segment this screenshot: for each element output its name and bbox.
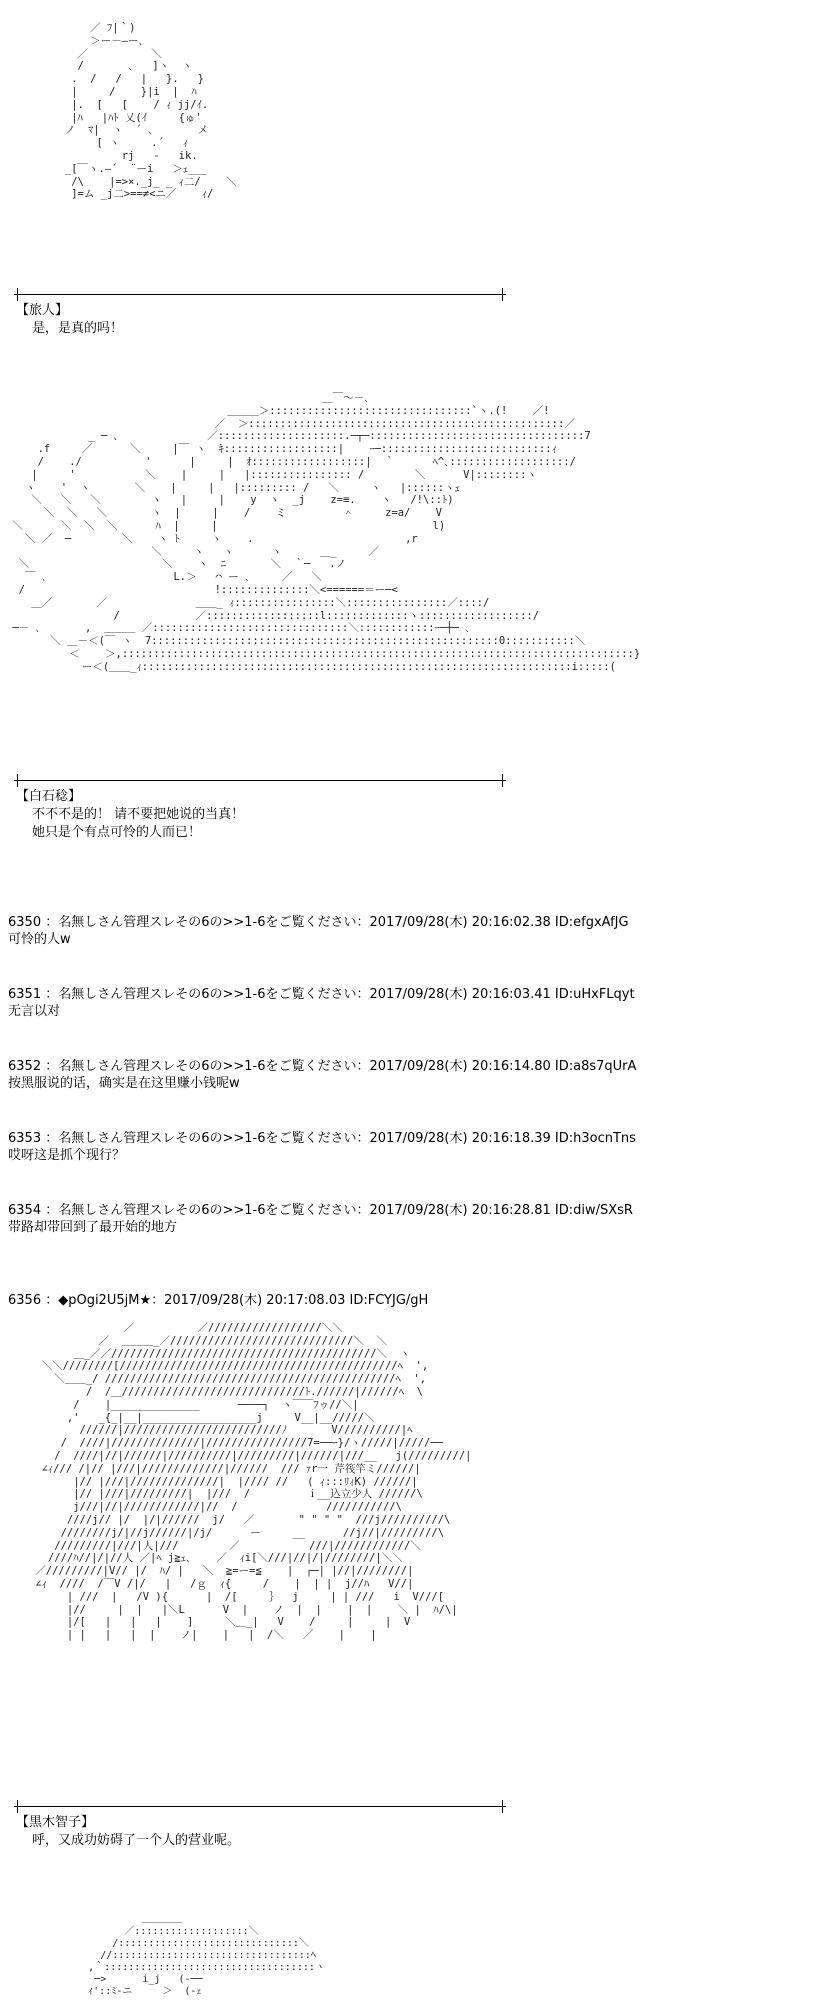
speaker-name: 【黒木智子】 (16, 1815, 95, 1830)
reply-post (8, 1058, 808, 1092)
post-header: 6350 ：名無しさん管理スレその6の>>1-6をご覧ください：2017/09/28(木) 20:16:02.38 ID:efgxAfJG (8, 915, 629, 930)
speaker-name: 【旅人】 (16, 303, 69, 318)
reply-post (8, 986, 808, 1020)
divider-cap-left (17, 288, 18, 301)
post-body: 按黑服说的话，确实是在这里赚小钱呢w (8, 1076, 240, 1091)
speech-line: 呼，又成功妨碍了一个人的营业呢。 (32, 1833, 241, 1848)
divider-cap-right (502, 288, 503, 301)
divider-cap-right (502, 774, 503, 787)
divider-cap-left (17, 774, 18, 787)
ascii-art-shiraishi: ＿￣～－､ ＿＿＿＞::::::::::::::::::::::::::::::::`ヽ.(! ／! ／ ＞::::::::::::::::::::::::::::::::::::::::::::::::::／ _ ─ ､ ／::::::::::::::::::::.─┬─::::::::::::::::::::::::::::::::::7 .f ／ ＼ |￣ ヽ ｷ::::::::::::::::::| ｰ─:::::::::::::::::::::::::::ｨ / ./ ' | | ｵ::::::::::::::::::| ｀ ﾍ^､:::::::::::::::::::/ | ' ＼ | | |:::::::::::::::: / ＼ V|::::::::ヽ ヽ ' ヽ ＼ | | |::::::::: / ＼ ヽ |::::::ヽｪ ＼ ＼ ＼ ヽ | | y ヽ _j z=≡. ヽ /!\::ﾄ) ＼ ＼ ＼ ヽ | | / ミ ＾ z=a/ V ＼ ＼ ＼ ＼ ﾊ | | l) ＼ ／ ─ ＼ ヽ ﾄ ヽ . ,r ＼ ヽ ヽ ヽ ＿_ ／ ＼ ＼ ヽ ﾆ ＼ ｀─ .ノ ￣ ､ L.＞ ⌒ ー ､ ／ ＼ / !::::::::::::::＼<======＝ー─< ＿／ ／ ＿＿_ ｨ::::::::::::::::＼::::::::::::::::／::::/ / ／::::::::::::::::::l:::::::::::::ヽ::::::::::::::::::/ ─－ ､ , ＿＿＿ ／:::::::::::::::::::::::::::::::＼::::::::::::ｰ─┼─ ､ ＼ ＿－＜(￣ ヽ 7:::::::::::::::::::::::::::::::::::::::::::::::::::::::0:::::::::::＼ ＜ ＞,:::::::::::::::::::::::::::::::::::::::::::::::::::::::::::::::::::::::::::::::::} ー＜(＿＿_ｨ::::::::::::::::::::::::::::::::::::::::::::::::::::::::::::::::::::i:::::( (12, 392, 641, 673)
divider-cap-left (17, 1800, 18, 1813)
post-header: 6352 ：名無しさん管理スレその6の>>1-6をご覧ください：2017/09/28(木) 20:16:14.80 ID:a8s7qUrA (8, 1059, 637, 1074)
speech-line: 是，是真的吗！ (32, 321, 124, 336)
ascii-art-trailing: ＿＿＿＿ ／:::::::::::::::::::＼ /::::::::::::::::::::::::::::::＼ //:::::::::::::::::::::::::::::::::ﾍ ,｀:::::::::::::::::::::::::::::::::::ヽ ─> i_j (-── ｨ'::ﾐ-ニ ＞ (-ｪ (88, 1914, 325, 1997)
post-header: 6353 ：名無しさん管理スレその6の>>1-6をご覧ください：2017/09/28(木) 20:16:18.39 ID:h3ocnTns (8, 1131, 636, 1146)
ascii-art-traveler: ／ ﾌ|｀) ＞ー－―ー､ ／ ＼ / ､ ]ヽ ヽ . / / | }. } | / }|i | ﾊ |. [ [ / ｨ jj/ｲ. |ﾊ |ﾊﾄ 乂(ｲ {ゅ' ノ ﾏ| ヽ ´ ､ メ [ ヽ .´ ｨ rj ‐ ik. _[￣ヽ.―´ ¨ーi ＞ｪ___ /\ |=>×._j_ _ ｨ二/ ＼ ]=ム _j二>==≠<ニ／ ｨ/ (64, 22, 237, 201)
speaker-name: 【白石稔】 (16, 789, 82, 804)
speech-line: 不不不是的！ 请不要把她说的当真！ (32, 807, 245, 822)
reply-post (8, 1202, 808, 1236)
ascii-art-kuroki: ／ ／//////////////////＼＼ ／ ＿＿＿_／/////////////////////////////＼ ＼ ＿_／／//////////////////////////////////////////＼ ヽ ＼＼////////[////////////////////////////////////////////ﾍ ', ＼＿＿_/ //////////////////////////////////////////////ﾍ ', / /＿/////////////////////////////ﾄ.//////|//////ﾍ \ / |______________ ────┐ ヽ￣￣ﾌゥ//＼| ,' _{_|__|__________________j V__|__/////＼ //////|/////////////////////////ﾉ V//////////|ﾍ / ////|//////////////|////////////////7=──ｰ}/ヽ/////|/////── / ////|//|//////|//////////|/////////|//////|///__ j(/////////| ∠ｨ/// /|// |///|/////////////|////// /// ｧr一 芹筏竿ミ//////| |// |///|//////////////| |//// // ( ｨ:::ﾘｨK) //////| |// |///|/////////| |/// / ｉ__込立少人 //////\ j///|//|////////////|// / ///////////\ ////j// |/ |/|////// j/ ／ " " " " ///j//////////\ ////////j/|//j//////|/j/ ー __ //j//|/////////\ /////////|///|人|/// ／ ///|////////////＼ ////ﾊ//|/|//人 ／|ﾍ j≧ｪ､ ／ ｨi[＼///|//|/|////////|＼＼ ／/////////|V// |/ ﾊ/ | ＼ ≧=ー=≦ | ┌─| |//|////////| ∠ｨ //// /￣V /|/ | /ｇ ｨ{ / | | | j//ﾊ V//| | /// | /V ){ | /[ ｝ j | | /// i V///[ |// | | |＼L V | ノ | | | | ＼ | ﾊ/\| |/[ | | | ] ＼＿_| V / | | V | | | | | ノ| | | /＼ ／ | | (35, 1322, 472, 1642)
scene-divider (14, 1806, 506, 1807)
reply-post (8, 1130, 808, 1164)
reply-post (8, 914, 808, 948)
post-body: 可怜的人w (8, 932, 71, 947)
post-header: 6351 ：名無しさん管理スレその6の>>1-6をご覧ください：2017/09/28(木) 20:16:03.41 ID:uHxFLqyt (8, 987, 635, 1002)
main-post (8, 1292, 808, 1309)
divider-cap-right (502, 1800, 503, 1813)
post-header: 6354 ：名無しさん管理スレその6の>>1-6をご覧ください：2017/09/28(木) 20:16:28.81 ID:diw/SXsR (8, 1203, 633, 1218)
post-body: 哎呀这是抓个现行？ (8, 1148, 126, 1163)
post-body: 带路却带回到了最开始的地方 (8, 1220, 178, 1235)
speech-line: 她只是个有点可怜的人而已！ (32, 825, 202, 840)
post-body: 无言以对 (8, 1004, 61, 1019)
scene-divider (14, 294, 506, 295)
scene-divider (14, 780, 506, 781)
post-header: 6356 ：◆pOgi2U5jM★：2017/09/28(木) 20:17:08.03 ID:FCYJG/gH (8, 1293, 429, 1308)
